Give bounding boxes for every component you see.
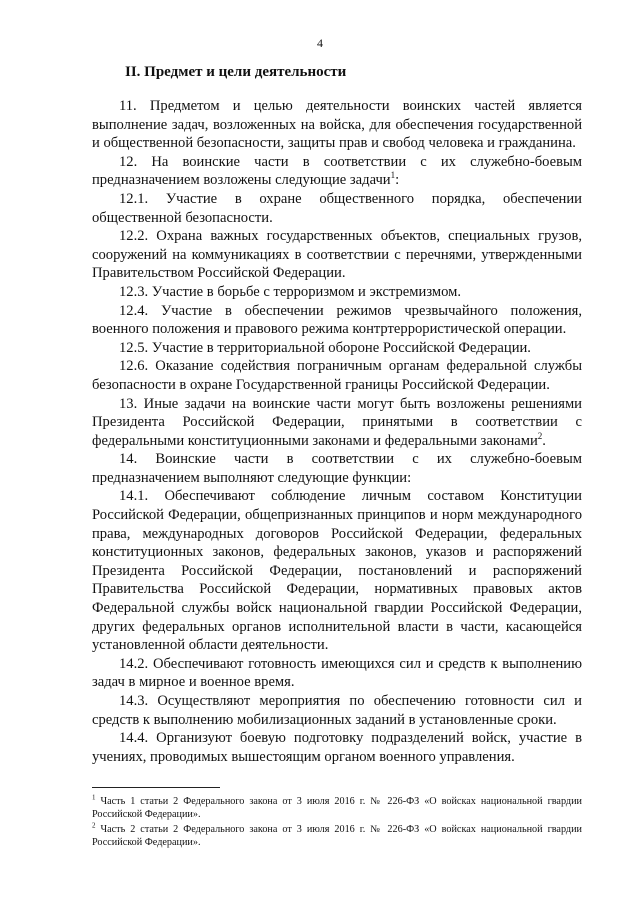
paragraph-14-3: 14.3. Осуществляют мероприятия по обеспечению готовности сил и средств к выполнению мобилизационных заданий в установленные сроки.: [92, 693, 582, 728]
document-body: [92, 97, 582, 766]
page-number: 4: [317, 36, 323, 50]
paragraph-13: 13. Иные задачи на воинские части могут быть возложены решениями Президента Российской Федерации, принятыми в соответствии с федеральными конституционными законами и федеральными законами$^2$.: [92, 395, 582, 449]
footnote-separator: [92, 787, 220, 788]
footnote-mark-2: 2: [92, 821, 96, 830]
paragraph-14-4: 14.4. Организуют боевую подготовку подразделений войск, участие в учениях, проводимых вышестоящим органом военного управления.: [92, 730, 582, 765]
paragraph-12-2: 12.2. Охрана важных государственных объектов, специальных грузов, сооружений на коммуникациях в соответствии с перечнями, утвержденными Правительством Российской Федерации.: [92, 228, 582, 282]
paragraph-12-5: 12.5. Участие в территориальной обороне Российской Федерации.: [119, 339, 531, 356]
footnote-1: $^1$ Часть 1 статьи 2 Федерального закона от 3 июля 2016 г. № 226-ФЗ «О войсках национальной гвардии Российской Федерации».: [92, 793, 582, 820]
paragraph-12-1: 12.1. Участие в охране общественного порядка, обеспечении общественной безопасности.: [92, 190, 582, 226]
section-heading: II. Предмет и цели деятельности: [125, 64, 347, 80]
paragraph-12-3: 12.3. Участие в борьбе с терроризмом и экстремизмом.: [119, 283, 462, 300]
footnote-2: $^2$ Часть 2 статьи 2 Федерального закона от 3 июля 2016 г. № 226-ФЗ «О войсках национальной гвардии Российской Федерации».: [92, 821, 582, 848]
paragraph-12: 12. На воинские части в соответствии с их служебно-боевым предназначением возложены следующие задачи$^1$:: [92, 153, 582, 189]
paragraph-12-6: 12.6. Оказание содействия пограничным органам федеральной службы безопасности в охране Государственной границы Российской Федерации.: [92, 358, 582, 393]
footnotes: [92, 795, 582, 851]
paragraph-14-1: 14.1. Обеспечивают соблюдение личным составом Конституции Российской Федерации, общепризнанных принципов и норм международного права, международных договоров Российской Федерации, федеральных конституционных законов, федеральных законов, указов и распоряжений Президента Российской Федерации, постановлений и распоряжений Правительства Российской Федерации, нормативных правовых актов Федеральной службы войск национальной гвардии Российской Федерации, других федеральных органов исполнительной власти в части, касающейся установленной области деятельности.: [92, 488, 582, 654]
paragraph-14: 14. Воинские части в соответствии с их служебно-боевым предназначением выполняют следующие функции:: [92, 451, 582, 486]
paragraph-12-4: 12.4. Участие в обеспечении режимов чрезвычайного положения, военного положения и правового режима контртеррористической операции.: [92, 302, 582, 338]
paragraph-14-2: 14.2. Обеспечивают готовность имеющихся сил и средств к выполнению задач в мирное и военное время.: [92, 655, 582, 691]
footnote-ref-2[interactable]: 2: [537, 430, 543, 441]
footnote-mark-1: 1: [92, 793, 96, 802]
footnote-ref-1[interactable]: 1: [390, 170, 396, 181]
paragraph-11: 11. Предметом и целью деятельности воинских частей является выполнение задач, возложенных на войска, для обеспечения государственной и общественной безопасности, защиты прав и свобод человека и гражданина.: [92, 98, 582, 152]
